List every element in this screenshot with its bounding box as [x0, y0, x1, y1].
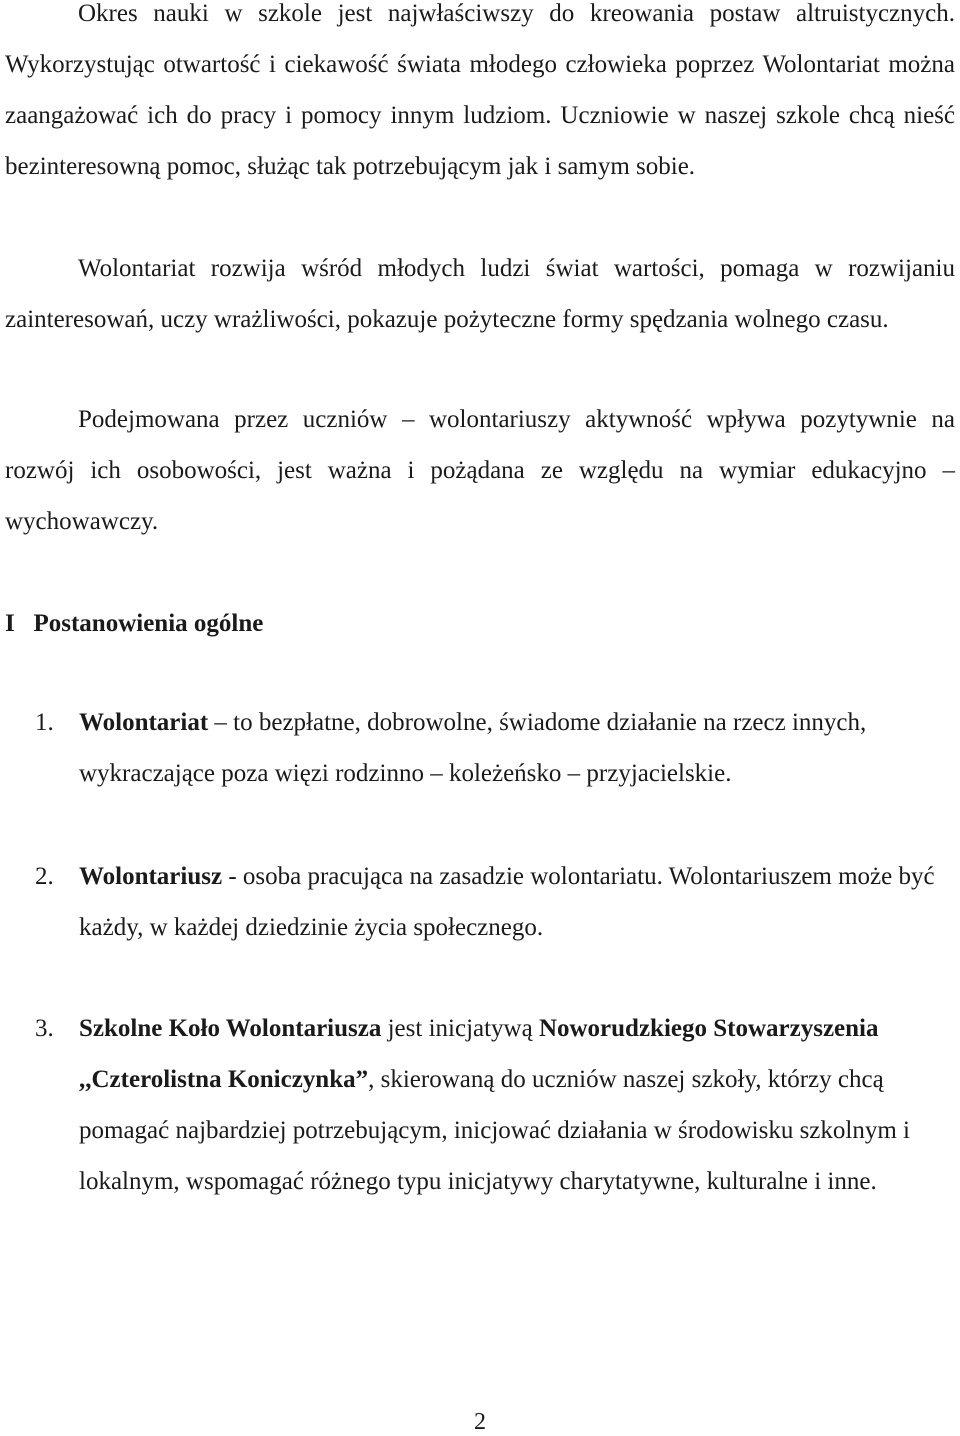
list-item-1-term: Wolontariat	[79, 709, 209, 736]
section-heading: I Postanowienia ogólne	[5, 610, 264, 637]
list-item-2-text: - osoba pracująca na zasadzie wolontariatu. Wolontariuszem może być każdy, w każdej dziedzinie życia społecznego.	[79, 863, 935, 941]
intro-paragraph-1	[5, 0, 955, 192]
list-item-2-number: 2.	[35, 863, 54, 890]
list-item-3-mid: jest inicjatywą	[381, 1015, 539, 1042]
list-item-3-number: 3.	[35, 1015, 54, 1042]
list-item-3-text: , skierowaną do uczniów naszej szkoły, którzy chcą pomagać najbardziej potrzebującym, inicjować działania w środowisku szkolnym i lokalnym, wspomagać różnego typu inicjatywy charytatywne, kulturalne i inne.	[79, 1066, 910, 1195]
list-item-3	[35, 1003, 955, 1207]
intro-paragraph-2: Wolontariat rozwija wśród młodych ludzi świat wartości, pomaga w rozwijaniu zainteresowań, uczy wrażliwości, pokazuje pożyteczne formy spędzania wolnego czasu.	[5, 255, 955, 333]
intro-paragraph-1-text: Okres nauki w szkole jest najwłaściwszy do kreowania postaw altruistycznych. Wykorzystując otwartość i ciekawość świata młodego człowieka poprzez Wolontariat można zaangażować ich do pracy i pomocy innym ludziom. Uczniowie w naszej szkole chcą nieść bezinteresowną pomoc, służąc tak potrzebującym jak i samym sobie.	[5, 0, 955, 180]
list-item-2	[35, 851, 955, 953]
list-item-3-org: Noworudzkiego Stowarzyszenia ,,Czterolistna Koniczynka”	[79, 1015, 879, 1093]
list-item-2-term: Wolontariusz	[79, 863, 223, 890]
list-item-3-term: Szkolne Koło Wolontariusza	[79, 1015, 382, 1042]
page-number: 2	[474, 1409, 486, 1435]
list-item-1	[35, 697, 955, 799]
list-item-1-text: – to bezpłatne, dobrowolne, świadome działanie na rzecz innych, wykraczające poza więzi rodzinno – koleżeńsko – przyjacielskie.	[79, 709, 867, 787]
list-item-1-number: 1.	[35, 709, 54, 736]
intro-paragraph-3: Podejmowana przez uczniów – wolontariuszy aktywność wpływa pozytywnie na rozwój ich osobowości, jest ważna i pożądana ze względu na wymiar edukacyjno – wychowawczy.	[5, 406, 955, 535]
